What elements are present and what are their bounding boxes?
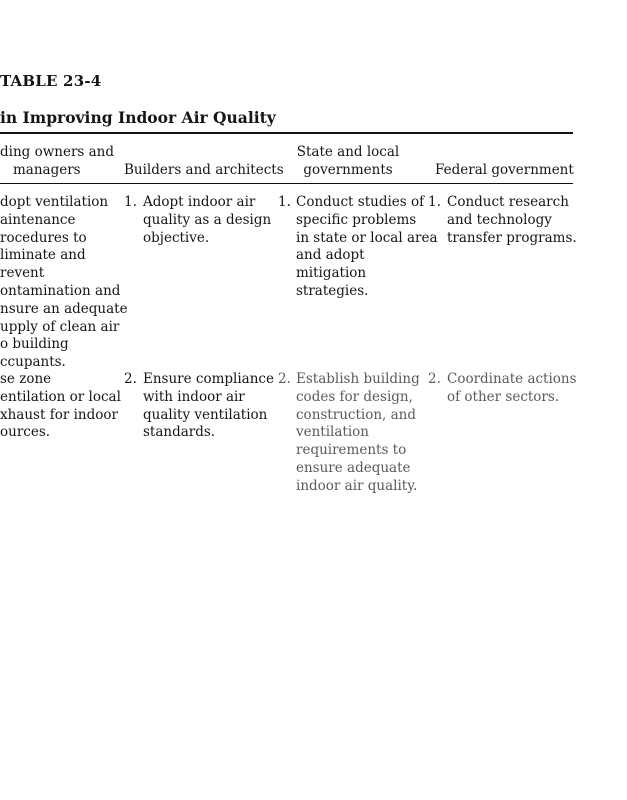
row1-owners-line: dopt ventilation bbox=[0, 194, 109, 210]
row2-state-cell bbox=[296, 371, 420, 496]
header-builders: Builders and architects bbox=[124, 162, 284, 178]
row1-state-line: mitigation bbox=[296, 265, 367, 282]
table-title: in Improving Indoor Air Quality bbox=[0, 108, 276, 127]
top-rule bbox=[0, 132, 573, 134]
header-rule bbox=[0, 183, 573, 184]
header-state-line2: governments bbox=[303, 162, 393, 178]
row1-owners-line: liminate and bbox=[0, 247, 86, 264]
row1-owners-line: ccupants. bbox=[0, 354, 66, 371]
row2-builders-line: Ensure compliance bbox=[143, 371, 274, 387]
row1-owners-line: upply of clean air bbox=[0, 318, 120, 335]
row2-builders-line: with indoor air bbox=[143, 388, 245, 405]
row1-federal-line: and technology bbox=[447, 211, 552, 228]
row1-federal-cell bbox=[447, 194, 577, 247]
row2-state-line: codes for design, bbox=[296, 388, 413, 405]
row1-owners-line: ontamination and bbox=[0, 282, 121, 299]
row2-builders-cell bbox=[143, 371, 274, 442]
row2-owners-line: entilation or local bbox=[0, 388, 121, 405]
row1-state-line: in state or local area bbox=[296, 229, 438, 246]
row1-builders-line: quality as a design bbox=[143, 211, 272, 228]
row1-owners-line: aintenance bbox=[0, 211, 76, 228]
row2-owners-line: se zone bbox=[0, 371, 52, 387]
header-state-line1: State and local bbox=[296, 144, 400, 160]
row1-owners-line: rocedures to bbox=[0, 229, 87, 246]
header-federal: Federal government bbox=[435, 162, 574, 178]
row2-federal-line: Coordinate actions bbox=[447, 371, 577, 387]
row1-state-cell bbox=[296, 194, 438, 301]
row1-state-line: specific problems bbox=[296, 211, 417, 228]
row1-owners-line: revent bbox=[0, 265, 45, 282]
row2-state-number: 2. bbox=[278, 371, 291, 387]
row1-state-number: 1. bbox=[278, 194, 291, 210]
header-owners-line1: ding owners and bbox=[0, 144, 115, 160]
row1-state-line: and adopt bbox=[296, 247, 365, 264]
row2-state-line: ventilation bbox=[296, 424, 369, 441]
row1-owners-line: o building bbox=[0, 336, 69, 353]
row2-builders-number: 2. bbox=[124, 371, 137, 387]
row2-builders-line: standards. bbox=[143, 424, 216, 441]
row2-owners-line: ources. bbox=[0, 424, 51, 441]
row1-builders-cell bbox=[143, 194, 271, 247]
row2-federal-cell bbox=[447, 371, 577, 407]
row1-federal-number: 1. bbox=[428, 194, 441, 210]
row2-state-line: Establish building bbox=[296, 371, 420, 387]
row1-federal-line: transfer programs. bbox=[447, 229, 577, 246]
row1-owners-cell bbox=[0, 194, 128, 372]
row2-owners-cell bbox=[0, 371, 121, 442]
row2-state-line: construction, and bbox=[296, 406, 416, 423]
row2-federal-number: 2. bbox=[428, 371, 441, 387]
table-label: TABLE 23-4 bbox=[0, 72, 102, 90]
row1-builders-line: objective. bbox=[143, 229, 210, 246]
row1-federal-line: Conduct research bbox=[447, 194, 569, 210]
row1-state-line: strategies. bbox=[296, 282, 369, 299]
row2-builders-line: quality ventilation bbox=[143, 406, 268, 423]
row2-owners-line: xhaust for indoor bbox=[0, 406, 118, 423]
row2-federal-line: of other sectors. bbox=[447, 388, 560, 405]
row1-builders-line: Adopt indoor air bbox=[143, 194, 256, 210]
row1-state-line: Conduct studies of bbox=[296, 194, 425, 210]
row2-state-line: requirements to bbox=[296, 442, 407, 459]
row2-state-line: ensure adequate bbox=[296, 459, 411, 476]
header-owners bbox=[0, 143, 115, 179]
row2-state-line: indoor air quality. bbox=[296, 477, 418, 494]
header-owners-line2: managers bbox=[13, 162, 81, 178]
header-state bbox=[296, 143, 400, 179]
row1-owners-line: nsure an adequate bbox=[0, 300, 128, 317]
row1-builders-number: 1. bbox=[124, 194, 137, 210]
